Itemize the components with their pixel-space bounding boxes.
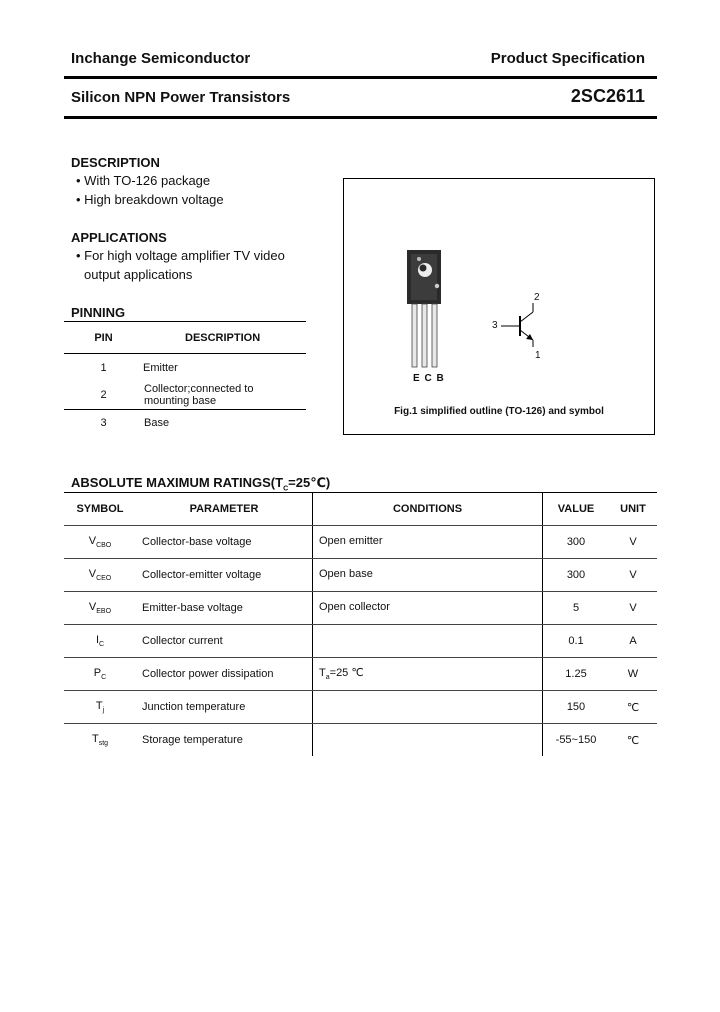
symbol-subscript: C [99, 641, 105, 649]
symbol-letter: T [91, 732, 99, 745]
symbol-pin-label: 1 [535, 350, 541, 361]
symbol-letter: T [95, 699, 103, 712]
document-type: Product Specification [490, 50, 645, 67]
value-cell: 0.1 [543, 625, 610, 658]
conditions-cell [313, 592, 543, 625]
table-row [64, 625, 657, 658]
applications-line: • For high voltage amplifier TV video [76, 248, 285, 263]
ratings-table-body [64, 526, 657, 757]
ratings-title-subscript: C [283, 485, 289, 493]
package-face [411, 254, 437, 300]
header-rule-top [64, 76, 657, 79]
parameter-cell: Collector current [136, 625, 313, 658]
unit-cell: V [609, 526, 657, 559]
pin-description: Base [144, 416, 170, 429]
symbol-cell [64, 559, 136, 592]
table-row [64, 526, 657, 559]
symbol-subscript: CBO [96, 542, 112, 550]
condition-text: Open collector [319, 600, 390, 613]
company-name: Inchange Semiconductor [71, 50, 251, 67]
symbol-cell [64, 625, 136, 658]
symbol-letter: V [88, 534, 97, 547]
package-mark [435, 284, 439, 288]
parameter-cell: Collector-emitter voltage [136, 559, 313, 592]
pin-description: Emitter [143, 362, 178, 375]
unit-column-header: UNIT [609, 493, 657, 526]
package-mark [417, 257, 421, 261]
figure-caption: Fig.1 simplified outline (TO-126) and symbol [394, 406, 604, 417]
lead-base [432, 304, 437, 367]
parameter-cell: Emitter-base voltage [136, 592, 313, 625]
conditions-cell [313, 526, 543, 559]
description-item: • With TO-126 package [76, 173, 211, 188]
symbol-subscript: j [102, 707, 105, 715]
applications-title: APPLICATIONS [71, 230, 167, 245]
pin-description [143, 382, 306, 410]
unit-cell: W [609, 658, 657, 691]
condition-text: T [319, 667, 326, 680]
pinning-table [64, 321, 306, 436]
condition-text: Open emitter [319, 534, 383, 547]
symbol-letter: P [93, 666, 102, 679]
product-line: Silicon NPN Power Transistors [71, 89, 291, 106]
symbol-pin-label: 3 [492, 320, 498, 331]
symbol-cell [64, 691, 136, 724]
table-row [64, 691, 657, 724]
unit-cell: V [609, 592, 657, 625]
value-cell: 1.25 [543, 658, 610, 691]
table-row [64, 382, 306, 410]
symbol-column-header: SYMBOL [64, 493, 136, 526]
description-column-header: DESCRIPTION [185, 331, 261, 344]
parameter-cell: Collector-base voltage [136, 526, 313, 559]
pin-description-line: Collector;connected to [144, 383, 254, 396]
pin-number: 2 [100, 389, 107, 402]
mounting-hole-center [420, 265, 427, 272]
value-cell: 300 [543, 559, 610, 592]
to126-package-drawing [344, 179, 654, 434]
value-cell: -55~150 [543, 724, 610, 757]
parameter-column-header: PARAMETER [136, 493, 313, 526]
symbol-cell [64, 724, 136, 757]
value-cell: 150 [543, 691, 610, 724]
ratings-table [64, 492, 657, 756]
symbol-pin-label: 2 [534, 292, 540, 303]
pin-column-header: PIN [94, 331, 113, 344]
table-row [64, 658, 657, 691]
symbol-letter: V [88, 567, 97, 580]
unit-cell: ℃ [626, 734, 640, 747]
description-item: • High breakdown voltage [76, 192, 224, 207]
value-column-header: VALUE [543, 493, 610, 526]
conditions-cell [313, 724, 543, 757]
pinning-title: PINNING [71, 305, 126, 320]
symbol-cell [64, 526, 136, 559]
lead-labels: E C B [413, 373, 445, 384]
applications-line: output applications [84, 267, 193, 282]
header-rule-bottom [64, 116, 657, 119]
description-title: DESCRIPTION [71, 155, 160, 170]
unit-cell: A [609, 625, 657, 658]
value-cell: 300 [543, 526, 610, 559]
table-row [64, 410, 306, 436]
value-cell: 5 [543, 592, 610, 625]
condition-subscript: a [325, 674, 330, 682]
conditions-cell [313, 658, 543, 691]
symbol-subscript: CEO [96, 575, 112, 583]
pin-number: 3 [100, 416, 107, 429]
symbol-subscript: stg [98, 740, 109, 748]
part-number: 2SC2611 [570, 86, 645, 106]
conditions-cell [313, 625, 543, 658]
symbol-subscript: C [101, 674, 107, 682]
ratings-title-text: =25℃) [288, 475, 331, 490]
parameter-cell: Collector power dissipation [136, 658, 313, 691]
pinning-header-row [64, 322, 306, 354]
ratings-title [71, 475, 330, 493]
pin-description-line: mounting base [144, 395, 217, 408]
table-row [64, 592, 657, 625]
conditions-cell [313, 691, 543, 724]
symbol-subscript: EBO [96, 608, 112, 616]
table-row [64, 724, 657, 757]
symbol-cell [64, 592, 136, 625]
table-row [64, 354, 306, 382]
pin-number: 1 [100, 362, 107, 375]
conditions-column-header: CONDITIONS [313, 493, 543, 526]
unit-cell: ℃ [609, 691, 657, 724]
parameter-cell: Junction temperature [136, 691, 313, 724]
condition-text: Open base [319, 567, 373, 580]
ratings-header-row [64, 493, 657, 526]
condition-text: =25 ℃ [329, 667, 364, 680]
parameter-cell: Storage temperature [142, 734, 243, 746]
lead-collector [422, 304, 427, 367]
collector-line [520, 312, 533, 322]
table-row [64, 559, 657, 592]
conditions-cell [313, 559, 543, 592]
package-figure [343, 178, 655, 435]
symbol-letter: I [95, 633, 99, 646]
ratings-title-text: ABSOLUTE MAXIMUM RATINGS(T [71, 475, 284, 490]
unit-cell: V [609, 559, 657, 592]
lead-emitter [412, 304, 417, 367]
symbol-letter: V [88, 600, 97, 613]
symbol-cell [64, 658, 136, 691]
